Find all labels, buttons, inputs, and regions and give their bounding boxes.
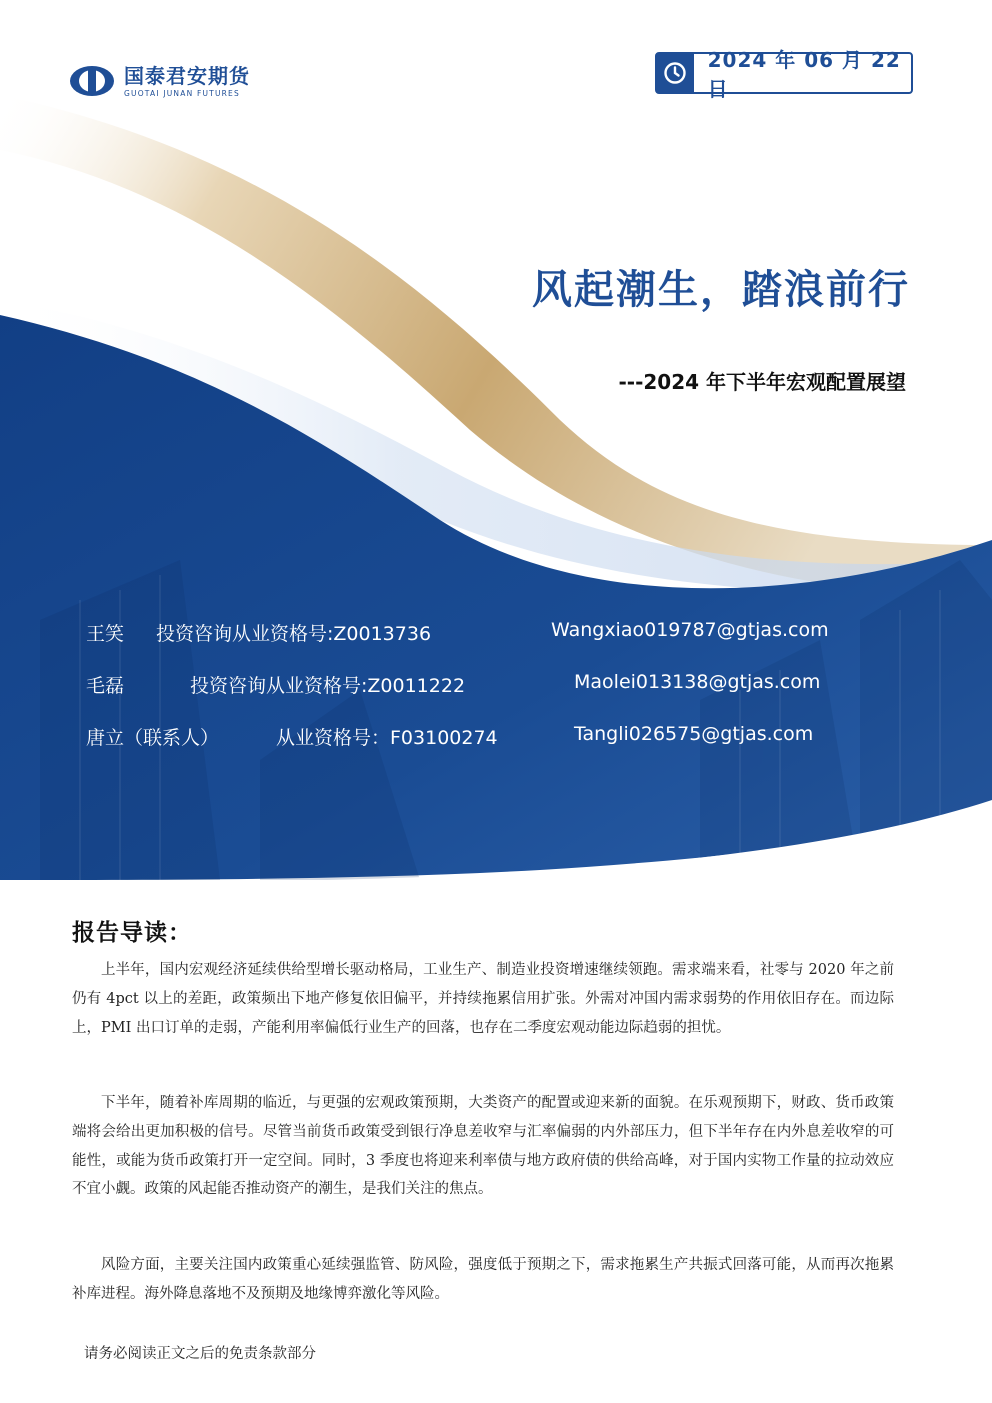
intro-paragraph: 风险方面，主要关注国内政策重心延续强监管、防风险，强度低于预期之下，需求拖累生产共振式回落可能，从而再次拖累补库进程。海外降息落地不及预期及地缘博弈激化等风险。 <box>72 1257 894 1302</box>
author-name: 唐立（联系人） <box>86 727 220 749</box>
author-email[interactable]: Wangxiao019787@gtjas.com <box>551 619 829 641</box>
author-row <box>0 671 992 701</box>
author-name: 毛磊 <box>86 675 125 697</box>
disclaimer-note: 请务必阅读正文之后的免责条款部分 <box>84 1346 316 1362</box>
author-qualification: 从业资格号：F03100274 <box>276 727 498 749</box>
report-title: 风起潮生，踏浪前行 <box>532 267 910 313</box>
intro-paragraph: 上半年，国内宏观经济延续供给型增长驱动格局，工业生产、制造业投资增速继续领跑。需求端来看，社零与 2020 年之前仍有 4pct 以上的差距，政策频出下地产修复依旧偏平，并持续拖累信用扩张。外需对冲国内需求弱势的作用依旧存在。而边际上，PMI 出口订单的走弱，产能利用率偏低行业生产的回落，也存在二季度宏观动能边际趋弱的担忧。 <box>72 962 894 1036</box>
clock-icon <box>657 54 694 92</box>
author-row <box>0 619 992 649</box>
company-logo <box>68 64 250 98</box>
report-date: 2024 年 06 月 22 日 <box>707 48 901 101</box>
author-qualification: 投资咨询从业资格号:Z0011222 <box>190 675 466 697</box>
logo-english-name: GUOTAI JUNAN FUTURES <box>124 88 240 98</box>
author-row <box>0 723 992 753</box>
logo-emblem-icon <box>68 64 116 98</box>
author-email[interactable]: Maolei013138@gtjas.com <box>574 671 821 693</box>
author-email[interactable]: Tangli026575@gtjas.com <box>574 723 814 745</box>
report-subtitle: ---2024 年下半年宏观配置展望 <box>618 370 906 394</box>
author-qualification: 投资咨询从业资格号:Z0013736 <box>156 623 432 645</box>
report-intro-heading: 报告导读： <box>72 919 192 946</box>
author-name: 王笑 <box>86 623 125 645</box>
report-date-box <box>655 48 913 101</box>
intro-paragraph: 下半年，随着补库周期的临近，与更强的宏观政策预期，大类资产的配置或迎来新的面貌。在乐观预期下，财政、货币政策端将会给出更加积极的信号。尽管当前货币政策受到银行净息差收窄与汇率偏弱的内外部压力，但下半年存在内外息差收窄的可能性，或能为货币政策打开一定空间。同时，3 季度也将迎来利率债与地方政府债的供给高峰，对于国内实物工作量的拉动效应不宜小觑。政策的风起能否推动资产的潮生，是我们关注的焦点。 <box>72 1095 894 1198</box>
logo-chinese-name: 国泰君安期货 <box>124 63 250 88</box>
